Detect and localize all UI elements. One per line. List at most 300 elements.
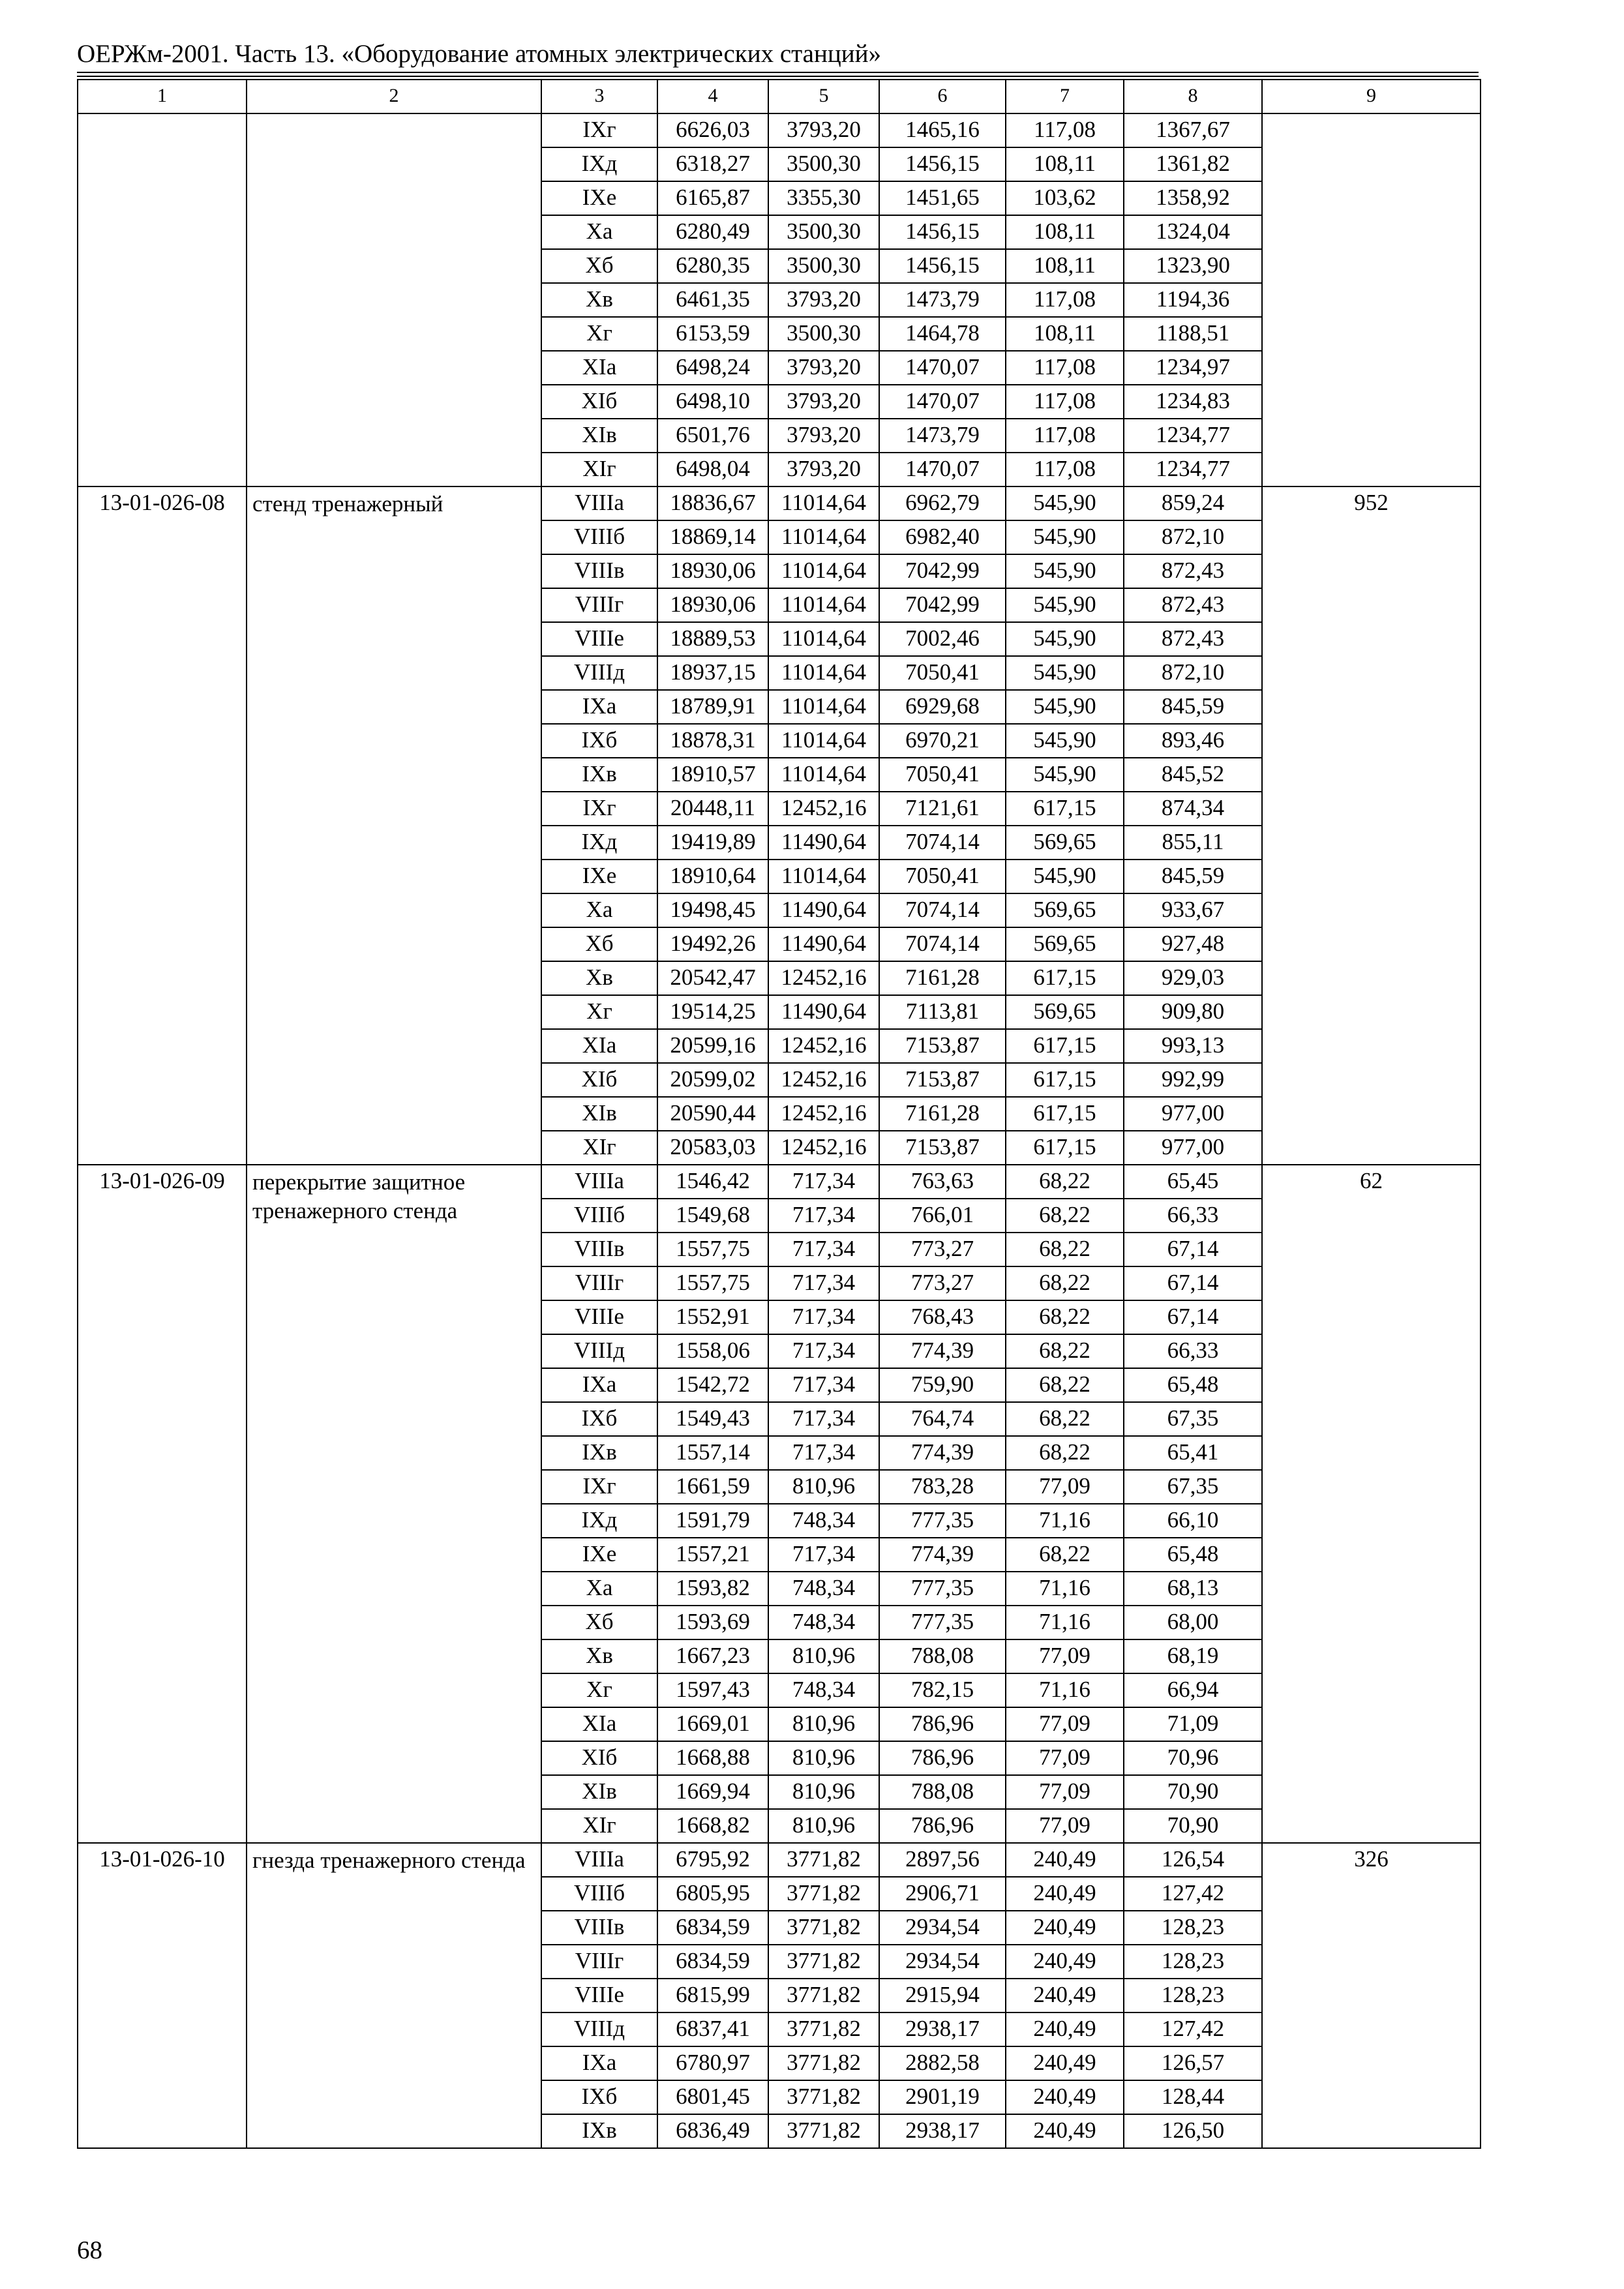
wages-cost: 11014,64	[768, 656, 879, 690]
operator-wages: 68,22	[1006, 1266, 1124, 1300]
machine-cost: 783,28	[879, 1470, 1006, 1504]
total-cost: 19492,26	[657, 927, 768, 961]
operator-wages: 68,22	[1006, 1199, 1124, 1233]
wages-cost: 717,34	[768, 1165, 879, 1199]
operator-wages: 77,09	[1006, 1470, 1124, 1504]
page-header-title: ОЕРЖм-2001. Часть 13. «Оборудование атомных электрических станций»	[77, 40, 881, 68]
total-cost: 6165,87	[657, 181, 768, 215]
wages-cost: 3500,30	[768, 249, 879, 283]
total-cost: 6498,04	[657, 453, 768, 486]
zone-code: VIIIд	[541, 656, 657, 690]
zone-code: IXе	[541, 860, 657, 893]
zone-code: VIIIб	[541, 1199, 657, 1233]
zone-code: XIв	[541, 1097, 657, 1131]
operator-wages: 77,09	[1006, 1639, 1124, 1673]
operator-wages: 545,90	[1006, 656, 1124, 690]
zone-code: IXд	[541, 1504, 657, 1538]
machine-cost: 2915,94	[879, 1979, 1006, 2012]
wages-cost: 748,34	[768, 1504, 879, 1538]
wages-cost: 717,34	[768, 1266, 879, 1300]
materials-cost: 872,43	[1124, 622, 1262, 656]
materials-cost: 65,48	[1124, 1538, 1262, 1572]
operator-wages: 240,49	[1006, 2046, 1124, 2080]
zone-code: Xб	[541, 927, 657, 961]
machine-cost: 788,08	[879, 1639, 1006, 1673]
wages-cost: 717,34	[768, 1538, 879, 1572]
materials-cost: 128,44	[1124, 2080, 1262, 2114]
total-cost: 1668,88	[657, 1741, 768, 1775]
total-cost: 20583,03	[657, 1131, 768, 1165]
zone-code: VIIIа	[541, 486, 657, 520]
zone-code: IXв	[541, 758, 657, 792]
wages-cost: 717,34	[768, 1300, 879, 1334]
materials-cost: 70,96	[1124, 1741, 1262, 1775]
zone-code: Xв	[541, 1639, 657, 1673]
operator-wages: 117,08	[1006, 453, 1124, 486]
total-cost: 1546,42	[657, 1165, 768, 1199]
zone-code: XIг	[541, 1809, 657, 1843]
machine-cost: 1473,79	[879, 283, 1006, 317]
materials-cost: 68,13	[1124, 1572, 1262, 1606]
page-number: 68	[77, 2236, 102, 2264]
wages-cost: 748,34	[768, 1606, 879, 1639]
machine-cost: 782,15	[879, 1673, 1006, 1707]
materials-cost: 1234,77	[1124, 453, 1262, 486]
zone-code: XIг	[541, 453, 657, 486]
total-cost: 6805,95	[657, 1877, 768, 1911]
total-cost: 6626,03	[657, 113, 768, 147]
wages-cost: 12452,16	[768, 1131, 879, 1165]
operator-wages: 617,15	[1006, 1063, 1124, 1097]
materials-cost: 1358,92	[1124, 181, 1262, 215]
materials-cost: 1367,67	[1124, 113, 1262, 147]
machine-cost: 7002,46	[879, 622, 1006, 656]
operator-wages: 68,22	[1006, 1233, 1124, 1266]
total-cost: 1549,68	[657, 1199, 768, 1233]
zone-code: VIIIб	[541, 1877, 657, 1911]
machine-cost: 1464,78	[879, 317, 1006, 351]
operator-wages: 617,15	[1006, 1029, 1124, 1063]
total-cost: 1557,75	[657, 1233, 768, 1266]
total-cost: 18930,06	[657, 554, 768, 588]
total-cost: 6153,59	[657, 317, 768, 351]
zone-code: VIIIе	[541, 1300, 657, 1334]
zone-code: Xв	[541, 283, 657, 317]
zone-code: VIIIв	[541, 554, 657, 588]
materials-cost: 872,10	[1124, 656, 1262, 690]
machine-cost: 7050,41	[879, 860, 1006, 893]
total-cost: 6795,92	[657, 1843, 768, 1877]
total-cost: 1593,69	[657, 1606, 768, 1639]
machine-cost: 6982,40	[879, 520, 1006, 554]
rate-code: 13-01-026-10	[78, 1843, 247, 2148]
operator-wages: 68,22	[1006, 1402, 1124, 1436]
operator-wages: 68,22	[1006, 1368, 1124, 1402]
header-rule-top	[77, 72, 1479, 73]
materials-cost: 929,03	[1124, 961, 1262, 995]
operator-wages: 617,15	[1006, 792, 1124, 826]
total-cost: 6501,76	[657, 419, 768, 453]
wages-cost: 3771,82	[768, 1911, 879, 1945]
column-header: 6	[879, 80, 1006, 113]
materials-cost: 128,23	[1124, 1911, 1262, 1945]
materials-cost: 1323,90	[1124, 249, 1262, 283]
machine-cost: 7042,99	[879, 588, 1006, 622]
machine-cost: 777,35	[879, 1606, 1006, 1639]
machine-cost: 7161,28	[879, 1097, 1006, 1131]
table-row	[78, 1165, 1481, 1199]
operator-wages: 569,65	[1006, 927, 1124, 961]
materials-cost: 1234,97	[1124, 351, 1262, 385]
header-rule-bottom	[77, 76, 1479, 77]
machine-cost: 763,63	[879, 1165, 1006, 1199]
machine-cost: 7050,41	[879, 656, 1006, 690]
operator-wages: 545,90	[1006, 758, 1124, 792]
operator-wages: 545,90	[1006, 520, 1124, 554]
materials-cost: 68,19	[1124, 1639, 1262, 1673]
materials-cost: 909,80	[1124, 995, 1262, 1029]
total-cost: 6836,49	[657, 2114, 768, 2148]
machine-cost: 7050,41	[879, 758, 1006, 792]
machine-cost: 1470,07	[879, 351, 1006, 385]
wages-cost: 3771,82	[768, 1945, 879, 1979]
total-cost: 1661,59	[657, 1470, 768, 1504]
machine-cost: 2882,58	[879, 2046, 1006, 2080]
total-cost: 20590,44	[657, 1097, 768, 1131]
zone-code: IXг	[541, 1470, 657, 1504]
wages-cost: 12452,16	[768, 1029, 879, 1063]
materials-cost: 845,52	[1124, 758, 1262, 792]
operator-wages: 569,65	[1006, 995, 1124, 1029]
machine-cost: 2901,19	[879, 2080, 1006, 2114]
total-cost: 6318,27	[657, 147, 768, 181]
wages-cost: 810,96	[768, 1707, 879, 1741]
wages-cost: 11014,64	[768, 758, 879, 792]
operator-wages: 68,22	[1006, 1436, 1124, 1470]
wages-cost: 3771,82	[768, 2012, 879, 2046]
labor-value: 62	[1262, 1165, 1481, 1843]
zone-code: XIб	[541, 385, 657, 419]
machine-cost: 2934,54	[879, 1911, 1006, 1945]
wages-cost: 717,34	[768, 1436, 879, 1470]
operator-wages: 545,90	[1006, 690, 1124, 724]
wages-cost: 717,34	[768, 1233, 879, 1266]
zone-code: IXа	[541, 1368, 657, 1402]
machine-cost: 777,35	[879, 1572, 1006, 1606]
table-body	[78, 113, 1481, 2148]
wages-cost: 717,34	[768, 1368, 879, 1402]
materials-cost: 1194,36	[1124, 283, 1262, 317]
total-cost: 20448,11	[657, 792, 768, 826]
zone-code: IXд	[541, 826, 657, 860]
machine-cost: 7074,14	[879, 826, 1006, 860]
machine-cost: 774,39	[879, 1436, 1006, 1470]
machine-cost: 1465,16	[879, 113, 1006, 147]
wages-cost: 3793,20	[768, 385, 879, 419]
table-row	[78, 486, 1481, 520]
wages-cost: 11490,64	[768, 893, 879, 927]
materials-cost: 67,14	[1124, 1233, 1262, 1266]
zone-code: IXг	[541, 792, 657, 826]
equipment-name: перекрытие защитное тренажерного стенда	[247, 1165, 541, 1843]
zone-code: IXд	[541, 147, 657, 181]
wages-cost: 3793,20	[768, 351, 879, 385]
wages-cost: 3793,20	[768, 419, 879, 453]
materials-cost: 126,57	[1124, 2046, 1262, 2080]
wages-cost: 3500,30	[768, 317, 879, 351]
zone-code: XIб	[541, 1741, 657, 1775]
wages-cost: 12452,16	[768, 1097, 879, 1131]
zone-code: Xг	[541, 317, 657, 351]
operator-wages: 71,16	[1006, 1606, 1124, 1639]
machine-cost: 1473,79	[879, 419, 1006, 453]
machine-cost: 1470,07	[879, 453, 1006, 486]
operator-wages: 240,49	[1006, 2080, 1124, 2114]
table-row	[78, 113, 1481, 147]
operator-wages: 117,08	[1006, 113, 1124, 147]
rate-code	[78, 113, 247, 486]
materials-cost: 992,99	[1124, 1063, 1262, 1097]
materials-cost: 1234,83	[1124, 385, 1262, 419]
materials-cost: 67,14	[1124, 1266, 1262, 1300]
wages-cost: 12452,16	[768, 1063, 879, 1097]
operator-wages: 569,65	[1006, 893, 1124, 927]
column-header: 5	[768, 80, 879, 113]
machine-cost: 7042,99	[879, 554, 1006, 588]
zone-code: Xг	[541, 995, 657, 1029]
machine-cost: 773,27	[879, 1266, 1006, 1300]
total-cost: 1549,43	[657, 1402, 768, 1436]
total-cost: 20599,02	[657, 1063, 768, 1097]
materials-cost: 70,90	[1124, 1809, 1262, 1843]
operator-wages: 545,90	[1006, 588, 1124, 622]
wages-cost: 3500,30	[768, 215, 879, 249]
zone-code: Xа	[541, 215, 657, 249]
zone-code: XIв	[541, 419, 657, 453]
total-cost: 19419,89	[657, 826, 768, 860]
materials-cost: 927,48	[1124, 927, 1262, 961]
operator-wages: 569,65	[1006, 826, 1124, 860]
operator-wages: 545,90	[1006, 554, 1124, 588]
materials-cost: 65,45	[1124, 1165, 1262, 1199]
wages-cost: 3771,82	[768, 1877, 879, 1911]
wages-cost: 3771,82	[768, 2046, 879, 2080]
materials-cost: 845,59	[1124, 860, 1262, 893]
total-cost: 1593,82	[657, 1572, 768, 1606]
materials-cost: 65,41	[1124, 1436, 1262, 1470]
zone-code: VIIIв	[541, 1911, 657, 1945]
machine-cost: 764,74	[879, 1402, 1006, 1436]
column-header: 2	[247, 80, 541, 113]
materials-cost: 66,33	[1124, 1199, 1262, 1233]
machine-cost: 774,39	[879, 1334, 1006, 1368]
zone-code: IXа	[541, 2046, 657, 2080]
wages-cost: 11490,64	[768, 826, 879, 860]
machine-cost: 1456,15	[879, 147, 1006, 181]
total-cost: 18836,67	[657, 486, 768, 520]
zone-code: VIIIг	[541, 1945, 657, 1979]
wages-cost: 11014,64	[768, 690, 879, 724]
equipment-name: гнезда тренажерного стенда	[247, 1843, 541, 2148]
labor-value	[1262, 113, 1481, 486]
total-cost: 18878,31	[657, 724, 768, 758]
operator-wages: 617,15	[1006, 961, 1124, 995]
equipment-name	[247, 113, 541, 486]
wages-cost: 3771,82	[768, 2080, 879, 2114]
operator-wages: 240,49	[1006, 1945, 1124, 1979]
total-cost: 1558,06	[657, 1334, 768, 1368]
zone-code: XIа	[541, 351, 657, 385]
materials-cost: 127,42	[1124, 2012, 1262, 2046]
operator-wages: 117,08	[1006, 283, 1124, 317]
total-cost: 1591,79	[657, 1504, 768, 1538]
total-cost: 1542,72	[657, 1368, 768, 1402]
operator-wages: 108,11	[1006, 249, 1124, 283]
zone-code: Xб	[541, 1606, 657, 1639]
machine-cost: 1451,65	[879, 181, 1006, 215]
materials-cost: 126,50	[1124, 2114, 1262, 2148]
wages-cost: 810,96	[768, 1639, 879, 1673]
materials-cost: 1234,77	[1124, 419, 1262, 453]
zone-code: VIIIд	[541, 2012, 657, 2046]
machine-cost: 6962,79	[879, 486, 1006, 520]
zone-code: VIIIа	[541, 1165, 657, 1199]
machine-cost: 768,43	[879, 1300, 1006, 1334]
materials-cost: 872,10	[1124, 520, 1262, 554]
materials-cost: 874,34	[1124, 792, 1262, 826]
operator-wages: 68,22	[1006, 1334, 1124, 1368]
materials-cost: 872,43	[1124, 554, 1262, 588]
machine-cost: 766,01	[879, 1199, 1006, 1233]
zone-code: XIа	[541, 1707, 657, 1741]
operator-wages: 545,90	[1006, 622, 1124, 656]
zone-code: IXб	[541, 724, 657, 758]
wages-cost: 11014,64	[768, 520, 879, 554]
wages-cost: 12452,16	[768, 961, 879, 995]
wages-cost: 748,34	[768, 1572, 879, 1606]
materials-cost: 128,23	[1124, 1945, 1262, 1979]
total-cost: 6498,24	[657, 351, 768, 385]
materials-cost: 70,90	[1124, 1775, 1262, 1809]
wages-cost: 3793,20	[768, 113, 879, 147]
machine-cost: 2938,17	[879, 2114, 1006, 2148]
materials-cost: 845,59	[1124, 690, 1262, 724]
machine-cost: 7153,87	[879, 1063, 1006, 1097]
zone-code: VIIIб	[541, 520, 657, 554]
rate-code: 13-01-026-08	[78, 486, 247, 1165]
operator-wages: 108,11	[1006, 317, 1124, 351]
materials-cost: 855,11	[1124, 826, 1262, 860]
wages-cost: 810,96	[768, 1809, 879, 1843]
zone-code: IXб	[541, 2080, 657, 2114]
materials-cost: 872,43	[1124, 588, 1262, 622]
wages-cost: 11014,64	[768, 554, 879, 588]
operator-wages: 103,62	[1006, 181, 1124, 215]
materials-cost: 126,54	[1124, 1843, 1262, 1877]
zone-code: Xа	[541, 893, 657, 927]
wages-cost: 11014,64	[768, 860, 879, 893]
total-cost: 1667,23	[657, 1639, 768, 1673]
machine-cost: 1456,15	[879, 215, 1006, 249]
zone-code: VIIIе	[541, 622, 657, 656]
wages-cost: 717,34	[768, 1402, 879, 1436]
materials-cost: 1324,04	[1124, 215, 1262, 249]
materials-cost: 859,24	[1124, 486, 1262, 520]
zone-code: IXв	[541, 1436, 657, 1470]
operator-wages: 545,90	[1006, 724, 1124, 758]
total-cost: 18889,53	[657, 622, 768, 656]
machine-cost: 1470,07	[879, 385, 1006, 419]
zone-code: VIIIа	[541, 1843, 657, 1877]
operator-wages: 240,49	[1006, 2012, 1124, 2046]
zone-code: IXв	[541, 2114, 657, 2148]
zone-code: XIв	[541, 1775, 657, 1809]
operator-wages: 68,22	[1006, 1165, 1124, 1199]
column-header: 9	[1262, 80, 1481, 113]
total-cost: 1557,21	[657, 1538, 768, 1572]
machine-cost: 7074,14	[879, 927, 1006, 961]
labor-value: 952	[1262, 486, 1481, 1165]
operator-wages: 117,08	[1006, 419, 1124, 453]
wages-cost: 3771,82	[768, 1979, 879, 2012]
materials-cost: 67,35	[1124, 1470, 1262, 1504]
wages-cost: 810,96	[768, 1775, 879, 1809]
wages-cost: 748,34	[768, 1673, 879, 1707]
materials-cost: 67,35	[1124, 1402, 1262, 1436]
total-cost: 1557,14	[657, 1436, 768, 1470]
column-header: 3	[541, 80, 657, 113]
operator-wages: 68,22	[1006, 1538, 1124, 1572]
operator-wages: 77,09	[1006, 1707, 1124, 1741]
materials-cost: 65,48	[1124, 1368, 1262, 1402]
total-cost: 6780,97	[657, 2046, 768, 2080]
total-cost: 20542,47	[657, 961, 768, 995]
operator-wages: 108,11	[1006, 147, 1124, 181]
total-cost: 18910,57	[657, 758, 768, 792]
zone-code: IXг	[541, 113, 657, 147]
operator-wages: 108,11	[1006, 215, 1124, 249]
materials-cost: 977,00	[1124, 1131, 1262, 1165]
zone-code: VIIIг	[541, 1266, 657, 1300]
operator-wages: 617,15	[1006, 1097, 1124, 1131]
total-cost: 6498,10	[657, 385, 768, 419]
materials-cost: 993,13	[1124, 1029, 1262, 1063]
zone-code: VIIIе	[541, 1979, 657, 2012]
wages-cost: 3771,82	[768, 2114, 879, 2148]
machine-cost: 7153,87	[879, 1131, 1006, 1165]
machine-cost: 6929,68	[879, 690, 1006, 724]
machine-cost: 773,27	[879, 1233, 1006, 1266]
operator-wages: 240,49	[1006, 1911, 1124, 1945]
operator-wages: 117,08	[1006, 351, 1124, 385]
total-cost: 1557,75	[657, 1266, 768, 1300]
operator-wages: 240,49	[1006, 1979, 1124, 2012]
operator-wages: 240,49	[1006, 1843, 1124, 1877]
operator-wages: 68,22	[1006, 1300, 1124, 1334]
operator-wages: 240,49	[1006, 2114, 1124, 2148]
total-cost: 18869,14	[657, 520, 768, 554]
wages-cost: 12452,16	[768, 792, 879, 826]
machine-cost: 7074,14	[879, 893, 1006, 927]
wages-cost: 3793,20	[768, 283, 879, 317]
materials-cost: 66,33	[1124, 1334, 1262, 1368]
zone-code: IXе	[541, 1538, 657, 1572]
total-cost: 1668,82	[657, 1809, 768, 1843]
column-number-row	[78, 80, 1481, 113]
total-cost: 6837,41	[657, 2012, 768, 2046]
materials-cost: 71,09	[1124, 1707, 1262, 1741]
zone-code: Xв	[541, 961, 657, 995]
